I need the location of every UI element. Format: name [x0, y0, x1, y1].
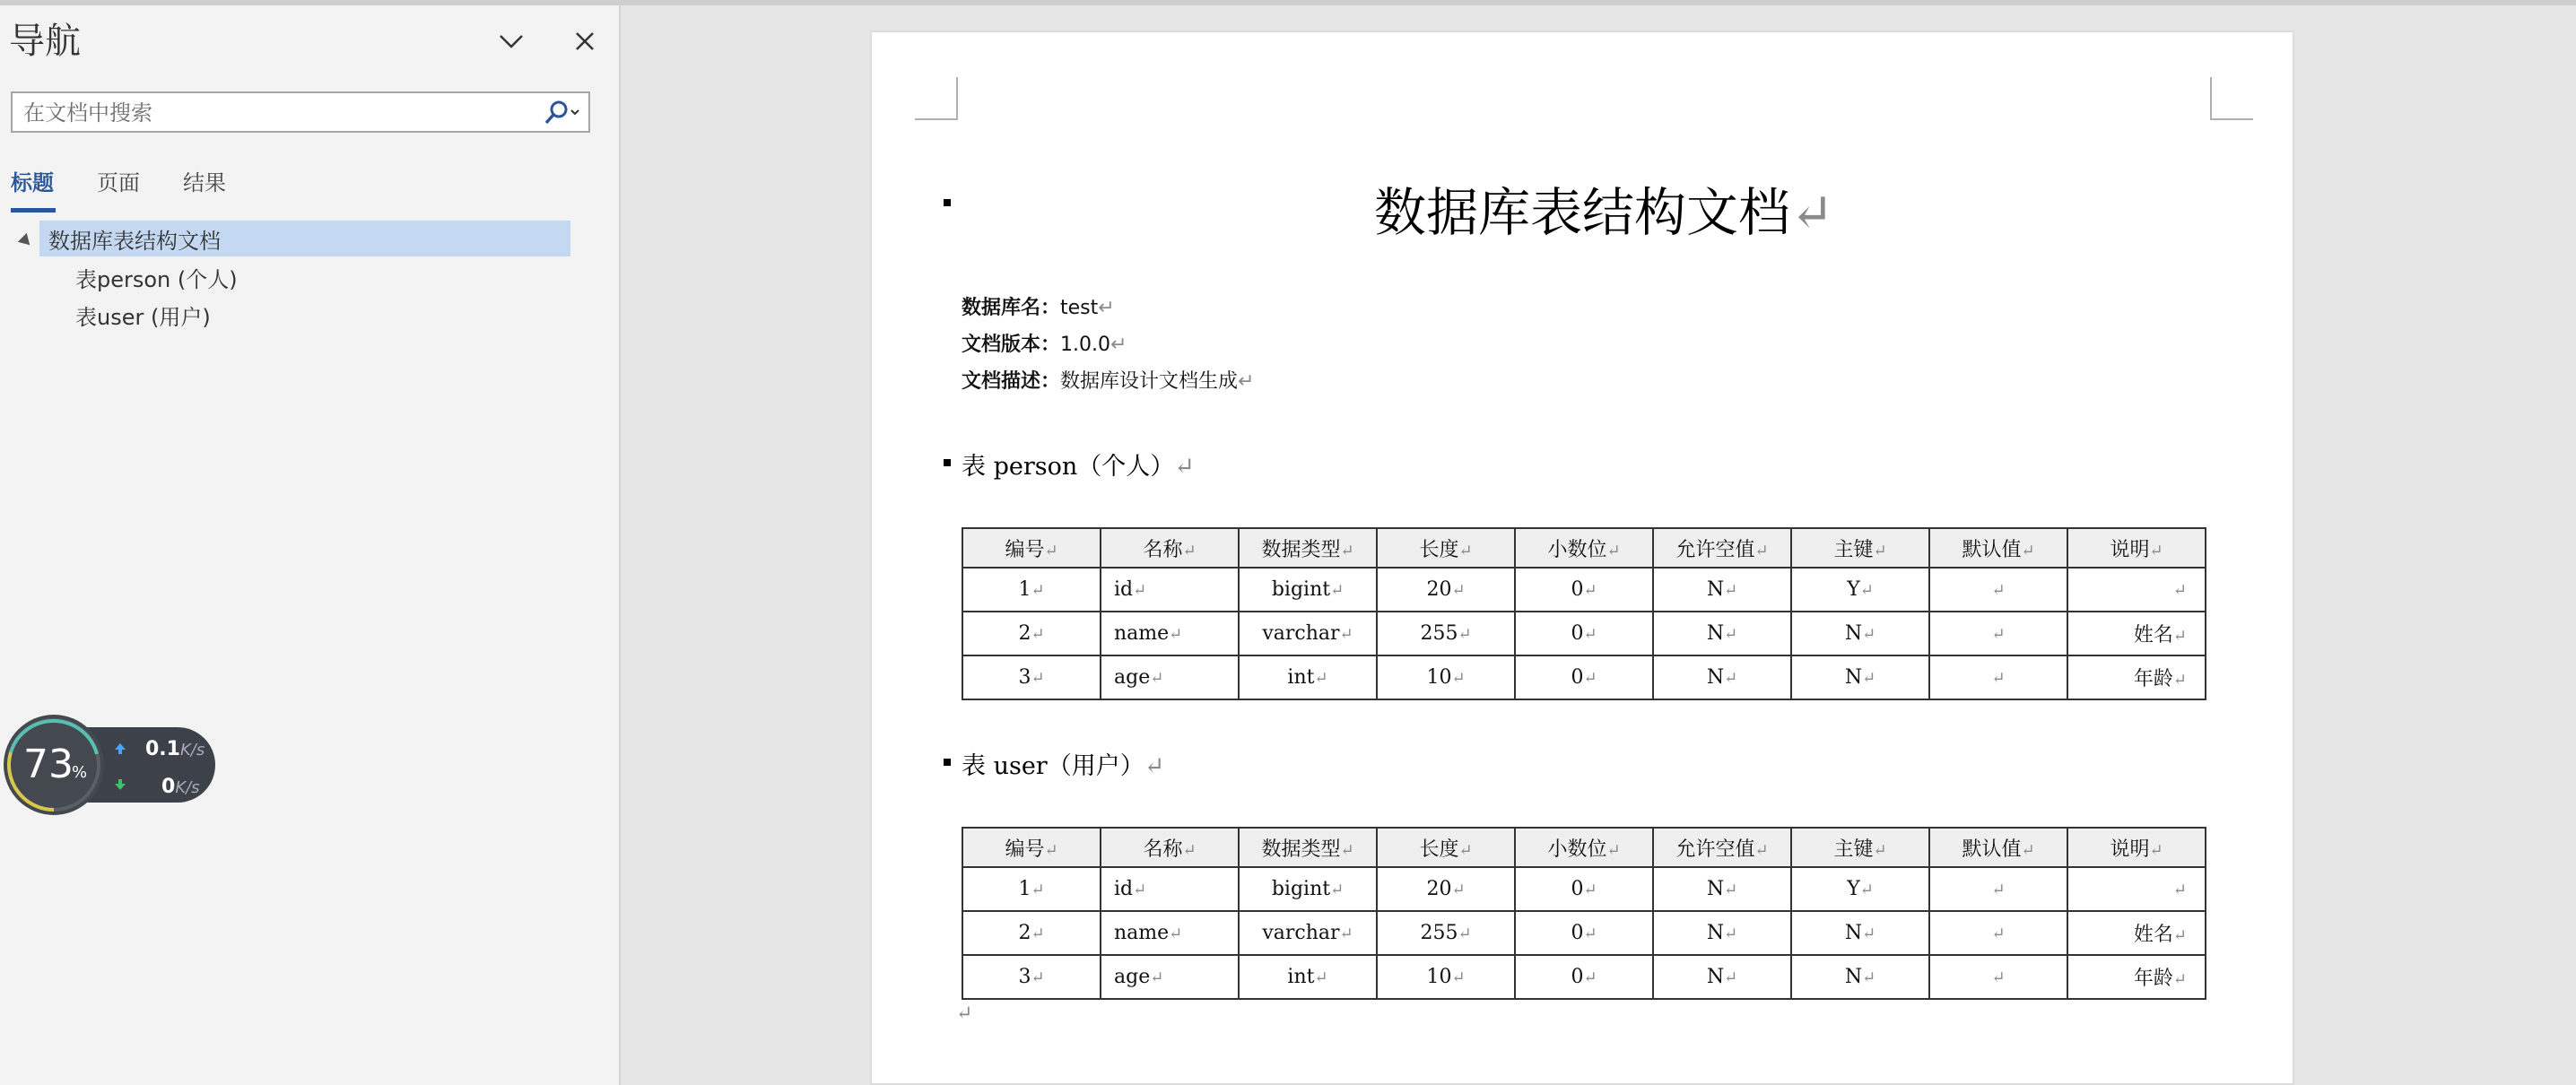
- nav-title: 导航: [9, 21, 81, 62]
- table-row: [962, 655, 2206, 699]
- col-header: 主键↵: [1791, 528, 1929, 568]
- cell: N↵: [1653, 911, 1791, 955]
- heading-bullet: [944, 459, 951, 466]
- cell: ↵: [2067, 568, 2206, 612]
- cell: age↵: [1101, 955, 1239, 999]
- cell: N↵: [1791, 612, 1929, 655]
- cell: 10↵: [1377, 955, 1515, 999]
- cell: name↵: [1101, 911, 1239, 955]
- cell: 255↵: [1377, 612, 1515, 655]
- cell: 10↵: [1377, 655, 1515, 699]
- col-header: 数据类型↵: [1239, 828, 1377, 867]
- cell: N↵: [1791, 955, 1929, 999]
- col-header: 允许空值↵: [1653, 528, 1791, 568]
- cell: 3↵: [962, 655, 1101, 699]
- col-header: 长度↵: [1377, 528, 1515, 568]
- col-header: 小数位↵: [1515, 528, 1653, 568]
- cell: bigint↵: [1239, 568, 1377, 612]
- search-icon: [543, 100, 582, 126]
- cell: ↵: [1929, 568, 2067, 612]
- col-header: 说明↵: [2067, 528, 2206, 568]
- meta-doc-version: 文档版本：1.0.0↵: [962, 334, 1127, 356]
- table-row: [962, 568, 2206, 612]
- col-header: 名称↵: [1101, 828, 1239, 867]
- col-header: 主键↵: [1791, 828, 1929, 867]
- tree-item-person[interactable]: [75, 259, 238, 295]
- cell: varchar↵: [1239, 612, 1377, 655]
- cell: 0↵: [1515, 612, 1653, 655]
- cell: N↵: [1653, 867, 1791, 911]
- tab-pages[interactable]: 页面: [97, 170, 140, 195]
- close-icon: [574, 30, 596, 52]
- tree-item-label: 表person (个人): [75, 266, 238, 292]
- col-header: 长度↵: [1377, 828, 1515, 867]
- col-header: 数据类型↵: [1239, 528, 1377, 568]
- cell: N↵: [1653, 955, 1791, 999]
- crop-mark-top-left: [915, 77, 958, 120]
- table-row: [962, 612, 2206, 655]
- cell: name↵: [1101, 612, 1239, 655]
- network-speed-widget[interactable]: [4, 715, 215, 815]
- cell: age↵: [1101, 655, 1239, 699]
- cell: 3↵: [962, 955, 1101, 999]
- heading-bullet: [944, 759, 951, 766]
- cell: 20↵: [1377, 568, 1515, 612]
- cell: int↵: [1239, 955, 1377, 999]
- col-header: 说明↵: [2067, 828, 2206, 867]
- meta-db-name: 数据库名：test↵: [962, 297, 1115, 319]
- cell: 年龄↵: [2067, 955, 2206, 999]
- collapse-triangle-icon[interactable]: [18, 233, 34, 249]
- table-heading-person: 表 person（个人）↵: [962, 453, 1195, 481]
- cell: 1↵: [962, 867, 1101, 911]
- tree-item-label: 表user (用户): [75, 304, 211, 330]
- download-speed: 0K/s: [161, 776, 200, 798]
- table-row: [962, 955, 2206, 999]
- col-header: 小数位↵: [1515, 828, 1653, 867]
- cell: ↵: [1929, 655, 2067, 699]
- cell: 0↵: [1515, 955, 1653, 999]
- upload-speed: 0.1K/s: [145, 738, 205, 760]
- upload-arrow-icon: [113, 742, 127, 756]
- search-input[interactable]: [22, 99, 545, 127]
- table-row: [962, 911, 2206, 955]
- tab-headings[interactable]: 标题: [11, 170, 54, 195]
- cell: N↵: [1791, 911, 1929, 955]
- table-row: [962, 867, 2206, 911]
- col-header: 编号↵: [962, 828, 1101, 867]
- cell: 0↵: [1515, 911, 1653, 955]
- table-heading-user: 表 user（用户）↵: [962, 752, 1165, 780]
- cell: 0↵: [1515, 867, 1653, 911]
- cell: 2↵: [962, 612, 1101, 655]
- col-header: 允许空值↵: [1653, 828, 1791, 867]
- cell: 1↵: [962, 568, 1101, 612]
- search-box: [11, 91, 590, 133]
- col-header: 编号↵: [962, 528, 1101, 568]
- cell: N↵: [1653, 568, 1791, 612]
- cell: 年龄↵: [2067, 655, 2206, 699]
- cell: int↵: [1239, 655, 1377, 699]
- cell: 姓名↵: [2067, 911, 2206, 955]
- table-header-row: [962, 828, 2206, 867]
- meta-doc-description: 文档描述：数据库设计文档生成↵: [962, 370, 1255, 393]
- search-button[interactable]: [538, 97, 587, 129]
- cell: Y↵: [1791, 568, 1929, 612]
- cell: ↵: [1929, 955, 2067, 999]
- cell: 255↵: [1377, 911, 1515, 955]
- cell: 0↵: [1515, 655, 1653, 699]
- cpu-gauge: [4, 715, 104, 815]
- cell: N↵: [1653, 612, 1791, 655]
- percent-unit: %: [72, 763, 88, 782]
- person-table: [962, 527, 2206, 700]
- cell: id↵: [1101, 568, 1239, 612]
- heading-bullet: [944, 199, 951, 206]
- col-header: 默认值↵: [1929, 828, 2067, 867]
- tree-item-label: 数据库表结构文档: [48, 228, 221, 254]
- cell: Y↵: [1791, 867, 1929, 911]
- cell: ↵: [1929, 867, 2067, 911]
- active-tab-indicator: [11, 208, 56, 213]
- cell: varchar↵: [1239, 911, 1377, 955]
- user-table: [962, 827, 2206, 1000]
- document-title: 数据库表结构文档↵: [1374, 182, 1834, 243]
- cell: 2↵: [962, 911, 1101, 955]
- cpu-percent: 73: [23, 742, 74, 787]
- chevron-down-icon: [499, 33, 524, 49]
- cell: N↵: [1653, 655, 1791, 699]
- navigation-pane: [0, 5, 621, 1085]
- col-header: 默认值↵: [1929, 528, 2067, 568]
- download-arrow-icon: [113, 777, 127, 792]
- col-header: 名称↵: [1101, 528, 1239, 568]
- cell: 0↵: [1515, 568, 1653, 612]
- cell: ↵: [1929, 612, 2067, 655]
- nav-close-button[interactable]: [565, 22, 605, 61]
- tree-item-doc-title[interactable]: [39, 221, 570, 256]
- document-page[interactable]: [870, 30, 2294, 1085]
- cell: ↵: [2067, 867, 2206, 911]
- table-header-row: [962, 528, 2206, 568]
- cell: id↵: [1101, 867, 1239, 911]
- tab-results[interactable]: 结果: [183, 170, 226, 195]
- cell: 20↵: [1377, 867, 1515, 911]
- cell: 姓名↵: [2067, 612, 2206, 655]
- cell: N↵: [1791, 655, 1929, 699]
- cell: bigint↵: [1239, 867, 1377, 911]
- end-paragraph-mark: ↵: [956, 1003, 973, 1025]
- cell: ↵: [1929, 911, 2067, 955]
- tree-item-user[interactable]: [75, 297, 211, 333]
- crop-mark-top-right: [2210, 77, 2253, 120]
- nav-options-button[interactable]: [492, 22, 531, 61]
